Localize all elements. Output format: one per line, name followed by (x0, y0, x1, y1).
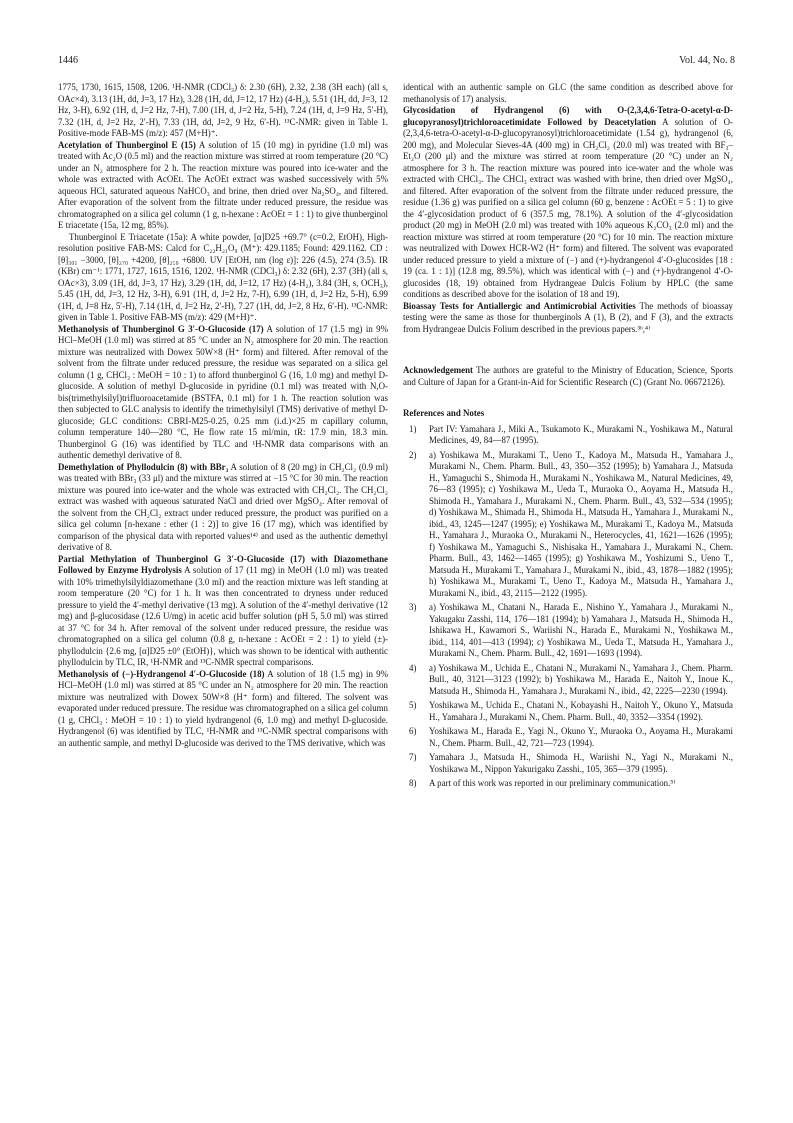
right-column: identical with an authentic sample on GLC (the same condition as described above for methanolysis of 17) analysis. Glycosidation of Hydrangenol (6) with O-(2,3,4,6-Tetra-O-acetyl-α-D-glucopyranosyl)trichloroacetimidate Followed by Deacetylation A solution of O-(2,3,4,6-tetra-O-acetyl-α-D-glucopyranosyl)trichloroacetimidate (1.54 g), hydrangenol (6, 200 mg), and Molecular Sieves-4A (400 mg) in CH₂Cl₂ (20.0 ml) was treated with BF₃–Et₂O (200 μl) and the mixture was stirred at room temperature (20 °C) under an N₂ atmosphere for 3 h. The reaction mixture was poured into ice-water and the whole was extracted with CHCl₃. The CHCl₃ extract was washed with brine, then dried over MgSO₄, and filtered. After evaporation of the solvent from the filtrate under reduced pressure, the residue (1.36 g) was purified on a silica gel column (60 g, benzene : AcOEt = 5 : 1) to give the 4′-glycosidation product of 6 (357.5 mg, 78.1%). A solution of the 4′-glycosidation product (20 mg) in MeOH (2.0 ml) was treated with 10% aqueous K₂CO₃ (2.0 ml) and the reaction mixture was stirred at room temperature (20 °C) for 10 min. The reaction mixture was neutralized with Dowex HCR-W2 (H⁺ form) and filtered. The solvent was evaporated under reduced pressure to yield a mixture of (−) and (+)-hydrangenol 4′-O-glucosides [18 : 19 (ca. 1 : 1)] (12.8 mg, 89.5%), which was identical with (−) and (+)-hydrangenol 4′-O-glucosides (18, 19) obtained from Hydrangeae Dulcis Folium by HPLC (the same conditions as described above for the isolation of 18 and 19). Bioassay Tests for Antiallergic and Antimicrobial Activities The methods of bioassay testing were the same as those for thunberginols A (1), B (2), and F (3), and the extracts from Hydrangeae Dulcis Folium described in the previous papers.³ᵇ,⁴⁾ Acknowledgement The authors are grateful to the Ministry of Education, Science, Sports and Culture of Japan for a Grant-in-Aid for Scientific Research (C) (Grant No. 06672126). References and Notes 1) Part IV: Yamahara J., Miki A., Tsukamoto K., Murakami N., Yoshikawa M., Natural Medicines, 49, 84—87 (1995). 2) a) Yoshikawa M., Murakami T., Ueno T., Kadoya M., Matsuda H., Yamahara J., Murakami N., Chem. Pharm. Bull., 43, 350—352 (1995); b) Yamahara J., Matsuda H., Yamaguchi S., Shimoda H., Murakami N., Yoshikawa M., Natural Medicines, 49, 76—83 (1995); c) Yoshikawa M., Ueda T., Muraoka O., Aoyama H., Matsuda H., Shimoda H., Yamahara J., Murakami N., Chem. Pharm. Bull., 43, 532—534 (1995); d) Yoshikawa M., Shimada H., Shimoda H., Matsuda H., Yamahara J., Murakami N., ibid., 43, 1245—1247 (1995); e) Yoshikawa M., Murakami T., Kadoya M., Matsuda H., Yamahara J., Muraoka O., Murakami N., Heterocycles, 41, 1621—1626 (1995); f) Yoshikawa M., Yamaguchi S., Nishisaka H., Yamahara J., Murakami N., Chem. Pharm. Bull., 43, 1462—1465 (1995); g) Yoshikawa M., Yoshizumi S., Ueno T., Matsuda H., Murakami T., Yamahara J., Murakami N., ibid., 43, 1878—1882 (1995); h) Yoshikawa M., Murakami T., Ueno T., Kadoya M., Matsuda H., Yamahara J., Murakami N., ibid., 43, 2115—2122 (1995). 3) a) Yoshikawa M., Chatani N., Harada E., Nishino Y., Yamahara J., Murakami N., Yakugaku Zasshi, 114, 176—181 (1994); b) Yamahara J., Matsuda H., Shimoda H., Ishikawa H., Kawamori S., Wariishi N., Harada E., Murakami N., Yoshikawa M., ibid., 114, 401—413 (1994); c) Yoshikawa M., Ueda T., Matsuda H., Yamahara J., Murakami N., Chem. Pharm. Bull., 42, 1691—1693 (1994). 4) a) Yoshikawa M., Uchida E., Chatani N., Murakami N., Yamahara J., Chem. Pharm. Bull., 40, 3121—3123 (1992); b) Yoshikawa M., Harada E., Naitoh Y., Inoue K., Matsuda H., Shimoda H., Yamahara J., Murakami N., ibid., 42, 2225—2230 (1994). 5) Yoshikawa M., Uchida E., Chatani N., Kobayashi H., Naitoh Y., Okuno Y., Matsuda H., Yamahara J., Murakami N., Chem. Pharm. Bull., 40, 3352—3354 (1992). 6) Yoshikawa M., Harada E., Yagi N., Okuno Y., Muraoka O., Aoyama H., Murakami N., Chem. Pharm. Bull., 42, 721—723 (1994). 7) Yamahara J., Matsuda H., Shimoda H., Wariishi N., Yagi N., Murakami N., Yoshikawa M., Nippon Yakurigaku Zasshi., 105, 365—379 (1995). 8) A part of this work was reported in our preliminary communication.⁵⁾ (403, 82, 734, 788)
reference-item: 8) A part of this work was reported in our preliminary communication.⁵⁾ (409, 778, 676, 788)
running-head: Vol. 44, No. 8 (679, 55, 735, 66)
acknowledgement-heading: Acknowledgement (403, 365, 474, 375)
reference-item: 1) Part IV: Yamahara J., Miki A., Tsukamoto K., Murakami N., Yoshikawa M., Natural Medicines, 49, 84—87 (1995). (409, 423, 733, 445)
paragraph-heading: Glycosidation of Hydrangenol (6) with O-(2,3,4,6-Tetra-O-acetyl-α-D-glucopyranosyl)trichloroacetimidate Followed by Deacetylation (403, 105, 733, 127)
page-number: 1446 (58, 55, 78, 66)
reference-item: 7) Yamahara J., Matsuda H., Shimoda H., Wariishi N., Yagi N., Murakami N., Yoshikawa M., Nippon Yakurigaku Zasshi., 105, 365—379 (1995). (409, 752, 733, 774)
paragraph-heading: Methanolysis of (−)-Hydrangenol 4′-O-Glucoside (18) (58, 668, 265, 679)
reference-item: 5) Yoshikawa M., Uchida E., Chatani N., Kobayashi H., Naitoh Y., Okuno Y., Matsuda H., Yamahara J., Murakami N., Chem. Pharm. Bull., 40, 3352—3354 (1992). (409, 700, 733, 722)
page-header (58, 55, 735, 69)
paragraph-heading: Acetylation of Thunberginol E (15) (58, 139, 196, 150)
reference-item: 3) a) Yoshikawa M., Chatani N., Harada E., Nishino Y., Yamahara J., Murakami N., Yakugaku Zasshi, 114, 176—181 (1994); b) Yamahara J., Matsuda H., Shimoda H., Ishikawa H., Kawamori S., Wariishi N., Harada E., Murakami N., Yoshikawa M., ibid., 114, 401—413 (1994); c) Yoshikawa M., Ueda T., Matsuda H., Yamahara J., Murakami N., Chem. Pharm. Bull., 42, 1691—1693 (1994). (409, 602, 733, 658)
paragraph-heading: Demethylation of Phyllodulcin (8) with BBr₃ (58, 461, 229, 472)
paragraph-heading: Partial Methylation of Thunberginol G 3′-O-Glucoside (17) with Diazomethane Followed by Enzyme Hydrolysis (58, 553, 388, 575)
paragraph: Thunberginol E Triacetate (15a): A white powder, [α]D25 +69.7° (c=0.2, EtOH), High-resolution positive FAB-MS: Calcd for C₂₂H₂₁O₉ (M⁺): 429.1185; Found: 429.1162. CD : [θ]₃₀₁ −3000, [θ]₂₇₀ +4200, [θ]₂₅₀ +6800. UV [EtOH, nm (log ε)]: 226 (4.5), 274 (3.5). IR (KBr) cm⁻¹: 1771, 1727, 1615, 1516, 1202. ¹H-NMR (CDCl₃) δ: 2.32 (6H), 2.37 (3H) (all s, OAc×3), 3.09 (1H, dd, J=3, 17 Hz), 3.29 (1H, dd, J=12, 17 Hz) (4-H₂), 3.84 (3H, s, OCH₃), 5.45 (1H, dd, J=3, 12 Hz, 3-H), 6.91 (1H, d, J=2 Hz, 7-H), 6.99 (1H, d, J=2 Hz, 5-H), 6.99 (1H, d, J=8 Hz, 5′-H), 7.14 (1H, d, J=2 Hz, 2′-H), 7.27 (1H, dd, J=2, 8 Hz, 6′-H). ¹³C-NMR: given in Table 1. Positive FAB-MS (m/z): 429 (M+H)⁺. (58, 231, 388, 322)
reference-item: 6) Yoshikawa M., Harada E., Yagi N., Okuno Y., Muraoka O., Aoyama H., Murakami N., Chem. Pharm. Bull., 42, 721—723 (1994). (409, 726, 733, 748)
paragraph: identical with an authentic sample on GLC (the same condition as described above for methanolysis of 17) analysis. (403, 82, 733, 104)
references-heading: References and Notes (403, 408, 485, 418)
left-column: 1775, 1730, 1615, 1508, 1206. ¹H-NMR (CDCl₃) δ: 2.30 (6H), 2.32, 2.38 (3H each) (all s, OAc×4), 3.13 (1H, dd, J=3, 17 Hz), 3.28 (1H, dd, J=12, 17 Hz) (4-H₂), 5.51 (1H, dd, J=3, 12 Hz, 3-H), 6.92 (1H, d, J=2 Hz, 7-H), 7.00 (1H, d, J=2 Hz, 5-H), 7.24 (1H, d, J=9 Hz, 5′-H), 7.32 (1H, d, J=2 Hz, 2′-H), 7.33 (1H, dd, J=2, 9 Hz, 6′-H). ¹³C-NMR: given in Table 1. Positive-mode FAB-MS (m/z): 457 (M+H)⁺. Acetylation of Thunberginol E (15) A solution of 15 (10 mg) in pyridine (1.0 ml) was treated with Ac₂O (0.5 ml) and the reaction mixture was stirred at room temperature (20 °C) under an N₂ atmosphere for 2 h. The reaction mixture was poured into ice-water and the whole was extracted with AcOEt. The AcOEt extract was washed successively with 5% aqueous HCl, saturated aqueous NaHCO₃ and brine, then dried over Na₂SO₄, and filtered. After evaporation of the solvent from the filtrate under reduced pressure, the residue was chromatographed on a silica gel column (1 g, n-hexane : AcOEt = 1 : 1) to give thunberginol E triacetate (15a, 12 mg, 85%). Thunberginol E Triacetate (15a): A white powder, [α]D25 +69.7° (c=0.2, EtOH), High-resolution positive FAB-MS: Calcd for C₂₂H₂₁O₉ (M⁺): 429.1185; Found: 429.1162. CD : [θ]₃₀₁ −3000, [θ]₂₇₀ +4200, [θ]₂₅₀ +6800. UV [EtOH, nm (log ε)]: 226 (4.5), 274 (3.5). IR (KBr) cm⁻¹: 1771, 1727, 1615, 1516, 1202. ¹H-NMR (CDCl₃) δ: 2.32 (6H), 2.37 (3H) (all s, OAc×3), 3.09 (1H, dd, J=3, 17 Hz), 3.29 (1H, dd, J=12, 17 Hz) (4-H₂), 3.84 (3H, s, OCH₃), 5.45 (1H, dd, J=3, 12 Hz, 3-H), 6.91 (1H, d, J=2 Hz, 7-H), 6.99 (1H, d, J=2 Hz, 5-H), 6.99 (1H, d, J=8 Hz, 5′-H), 7.14 (1H, d, J=2 Hz, 2′-H), 7.27 (1H, dd, J=2, 8 Hz, 6′-H). ¹³C-NMR: given in Table 1. Positive FAB-MS (m/z): 429 (M+H)⁺. Methanolysis of Thunberginol G 3′-O-Glucoside (17) A solution of 17 (1.5 mg) in 9% HCl–MeOH (1.0 ml) was stirred at 85 °C under an N₂ atmosphere for 20 min. The reaction mixture was neutralized with Dowex 50W×8 (H⁺ form) and filtered. After removal of the solvent from the filtrate under reduced pressure, the residue was separated on a silica gel column (1 g, CHCl₃ : MeOH = 10 : 1) to afford thunberginol G (16, 1.0 mg) and methyl D-glucoside. A solution of methyl D-glucoside in pyridine (0.1 ml) was treated with N,O-bis(trimethylsilyl)trifluoroacetamide (BSTFA, 0.1 ml) for 1 h. The reaction solution was then subjected to GLC analysis to identify the trimethylsilyl (TMS) derivative of methyl D-glucoside; GLC conditions: CBRI-M25-0.25, 0.25 mm (i.d.)×25 m capillary column, column temperature 140—280 °C, He flow rate 15 ml/min, tR: 17.9 min, 18.3 min. Thunberginol G (16) was identified by TLC and ¹H-NMR data comparisons with an authentic demethyl derivative of 8. Demethylation of Phyllodulcin (8) with BBr₃ A solution of 8 (20 mg) in CH₂Cl₂ (0.9 ml) was treated with BBr₃ (33 μl) and the mixture was stirred at −15 °C for 30 min. The reaction mixture was poured into ice-water and the whole was extracted with CH₂Cl₂. The CH₂Cl₂ extract was washed with aqueous saturated NaCl and dried over MgSO₄. After removal of the solvent from the CH₂Cl₂ extract under reduced pressure, the product was purified on a silica gel column [n-hexane : ether (1 : 2)] to give 16 (17 mg), which was identified by comparison of the physical data with reported values¹⁴⁾ and used as the authentic demethyl derivative of 8. Partial Methylation of Thunberginol G 3′-O-Glucoside (17) with Diazomethane Followed by Enzyme Hydrolysis A solution of 17 (11 mg) in MeOH (1.0 ml) was treated with 10% trimethylsilyldiazomethane (3.0 ml) and the reaction mixture was left standing at room temperature (20 °C) for 1 h. It was then concentrated to dryness under reduced pressure to yield the 4′-methyl derivative (13 mg). A solution of the 4′-methyl derivative (12 mg) and β-glucosidase (12.6 U/mg) in acetic acid buffer solution (pH 5, 5.0 ml) was stirred at 37 °C for 34 h. After removal of the solvent under reduced pressure, the residue was chromatographed on a silica gel column (0.8 g, n-hexane : AcOEt = 2 : 1) to yield (±)-phyllodulcin {2.6 mg, [α]D25 ±0° (EtOH)}, which was shown to be identical with authentic phyllodulcin by TLC, IR, ¹H-NMR and ¹³C-NMR spectral comparisons. Methanolysis of (−)-Hydrangenol 4′-O-Glucoside (18) A solution of 18 (1.5 mg) in 9% HCl–MeOH (1.0 ml) was stirred at 85 °C under an N₂ atmosphere for 20 min. The reaction mixture was neutralized with Dowex 50W×8 (H⁺ form) and filtered. The solvent was evaporated under reduced pressure. The residue was chromatographed on a silica gel column (1 g, CHCl₃ : MeOH = 10 : 1) to yield hydrangenol (6, 1.0 mg) and methyl D-glucoside. Hydrangenol (6) was identified by TLC, ¹H-NMR and ¹³C-NMR spectral comparisons with an authentic sample, and methyl D-glucoside was derived to the TMS derivative, which was (58, 82, 388, 748)
reference-item: 2) a) Yoshikawa M., Murakami T., Ueno T., Kadoya M., Matsuda H., Yamahara J., Murakami N., Chem. Pharm. Bull., 43, 350—352 (1995); b) Yamahara J., Matsuda H., Yamaguchi S., Shimoda H., Murakami N., Yoshikawa M., Natural Medicines, 49, 76—83 (1995); c) Yoshikawa M., Ueda T., Muraoka O., Aoyama H., Matsuda H., Shimoda H., Yamahara J., Murakami N., Chem. Pharm. Bull., 43, 532—534 (1995); d) Yoshikawa M., Shimada H., Shimoda H., Matsuda H., Yamahara J., Murakami N., ibid., 43, 1245—1247 (1995); e) Yoshikawa M., Murakami T., Kadoya M., Matsuda H., Yamahara J., Muraoka O., Murakami N., Heterocycles, 41, 1621—1626 (1995); f) Yoshikawa M., Yamaguchi S., Nishisaka H., Yamahara J., Murakami N., Chem. Pharm. Bull., 43, 1462—1465 (1995); g) Yoshikawa M., Yoshizumi S., Ueno T., Matsuda H., Murakami T., Yamahara J., Murakami N., ibid., 43, 1878—1882 (1995); h) Yoshikawa M., Murakami T., Ueno T., Kadoya M., Matsuda H., Yamahara J., Murakami N., ibid., 43, 2115—2122 (1995). (409, 449, 733, 598)
paragraph-heading: Bioassay Tests for Antiallergic and Antimicrobial Activities (403, 300, 636, 311)
paragraph-heading: Methanolysis of Thunberginol G 3′-O-Glucoside (17) (58, 323, 264, 334)
references-list (403, 424, 733, 790)
paragraph: 1775, 1730, 1615, 1508, 1206. ¹H-NMR (CDCl₃) δ: 2.30 (6H), 2.32, 2.38 (3H each) (all s, OAc×4), 3.13 (1H, dd, J=3, 17 Hz), 3.28 (1H, dd, J=12, 17 Hz) (4-H₂), 5.51 (1H, dd, J=3, 12 Hz, 3-H), 6.92 (1H, d, J=2 Hz, 7-H), 7.00 (1H, d, J=2 Hz, 5-H), 7.24 (1H, d, J=9 Hz, 5′-H), 7.32 (1H, d, J=2 Hz, 2′-H), 7.33 (1H, dd, J=2, 9 Hz, 6′-H). ¹³C-NMR: given in Table 1. Positive-mode FAB-MS (m/z): 457 (M+H)⁺. (58, 82, 388, 138)
reference-item: 4) a) Yoshikawa M., Uchida E., Chatani N., Murakami N., Yamahara J., Chem. Pharm. Bull., 40, 3121—3123 (1992); b) Yoshikawa M., Harada E., Naitoh Y., Inoue K., Matsuda H., Shimoda H., Yamahara J., Murakami N., ibid., 42, 2225—2230 (1994). (409, 662, 733, 696)
